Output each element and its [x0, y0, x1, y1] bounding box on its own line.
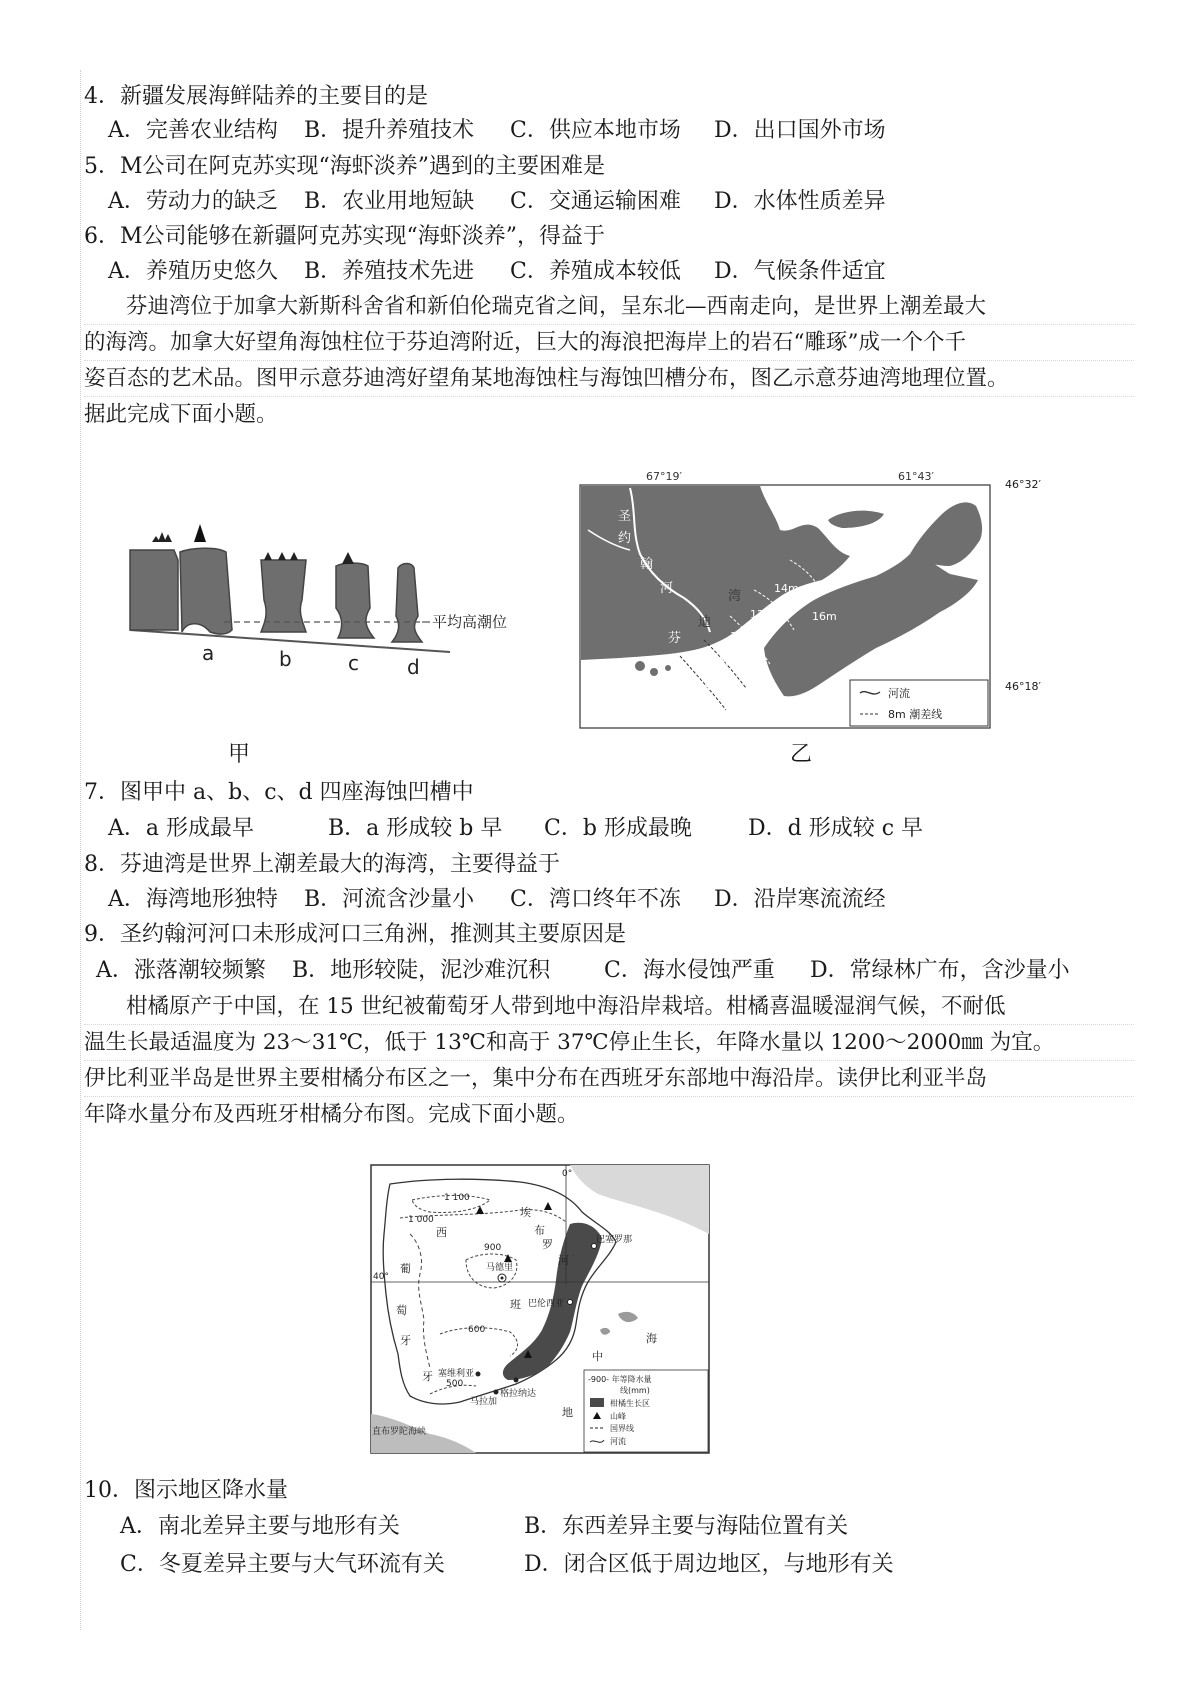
q9-option-b[interactable]: B．地形较陡，泥沙难沉积: [292, 958, 551, 983]
legend-river: 河流: [888, 687, 910, 700]
legend-tide-line: 8m 潮差线: [888, 708, 943, 721]
q4-option-b[interactable]: B．提升养殖技术: [304, 118, 475, 143]
q10-option-a[interactable]: A．南北差异主要与地形有关: [120, 1514, 400, 1539]
q5-option-c[interactable]: C．交通运输困难: [510, 189, 681, 214]
region-char: 萄: [396, 1304, 407, 1317]
q8-option-c[interactable]: C．湾口终年不冻: [510, 887, 681, 912]
strait-gibraltar: 直布罗陀海峡: [372, 1427, 427, 1437]
q4-option-a[interactable]: A．完善农业结构: [108, 118, 278, 143]
isohyet-1000: 1 000: [408, 1215, 434, 1225]
legend-isohyet-unit: 线(mm): [620, 1386, 650, 1395]
city-madrid: 马德里: [486, 1263, 514, 1273]
bay-char-3: 湾: [728, 589, 742, 604]
passage1-line-4: 据此完成下面小题。: [84, 402, 278, 427]
region-char: 班: [510, 1298, 521, 1311]
region-char: 中: [592, 1350, 603, 1363]
q6-option-c[interactable]: C．养殖成本较低: [510, 259, 681, 284]
legend-peak: 山峰: [610, 1412, 626, 1421]
q6-options: [108, 257, 886, 287]
q5-stem: 5．M公司在阿克苏实现“海虾淡养”遇到的主要困难是: [84, 154, 606, 179]
parallel-label: 40°: [373, 1272, 389, 1282]
divider: [84, 324, 1134, 325]
region-char: 海: [646, 1332, 657, 1345]
q10-option-c[interactable]: C．冬夏差异主要与大气环流有关: [120, 1552, 445, 1577]
river-char-4: 河: [660, 581, 674, 596]
figure-yi-map: [580, 470, 1000, 730]
city-malaga: 马拉加: [470, 1397, 498, 1407]
region-char: 罗: [542, 1238, 553, 1251]
figure-yi-caption: 乙: [790, 742, 813, 767]
divider: [84, 1060, 1134, 1061]
legend-border: 国界线: [610, 1424, 634, 1433]
q7-option-d[interactable]: D．d 形成较 c 早: [748, 816, 924, 841]
q8-options: [108, 885, 886, 915]
region-char: 地: [562, 1406, 573, 1419]
tide-16m: 16m: [812, 610, 837, 623]
figure-jia-sea-stacks: [130, 520, 508, 720]
q5-option-d[interactable]: D．水体性质差异: [714, 189, 886, 214]
passage1-line-2: 的海湾。加拿大好望角海蚀柱位于芬迫湾附近，巨大的海浪把海岸上的岩石“雕琢”成一个个千: [84, 330, 966, 355]
tide-8m: 8m: [710, 654, 728, 667]
lat-label-2: 46°18′: [1005, 680, 1041, 693]
region-char: 牙: [422, 1370, 433, 1383]
q7-option-a[interactable]: A．a 形成最早: [108, 816, 254, 841]
q9-stem: 9．圣约翰河河口未形成河口三角洲，推测其主要原因是: [84, 922, 626, 947]
region-char: 牙: [400, 1334, 411, 1347]
isohyet-900: 900: [484, 1243, 502, 1253]
q5-option-b[interactable]: B．农业用地短缺: [304, 189, 475, 214]
q10-option-d[interactable]: D．闭合区低于周边地区，与地形有关: [524, 1552, 894, 1577]
tide-14m: 14m: [774, 582, 799, 595]
river-char-3: 翰: [640, 557, 654, 572]
bay-char-1: 芬: [668, 631, 682, 646]
figure-iberia-map: [370, 1164, 710, 1454]
legend-citrus: 柑橘生长区: [610, 1399, 650, 1408]
figure-jia-caption: 甲: [228, 742, 251, 767]
bay-char-2: 迪: [698, 615, 712, 630]
q9-option-a[interactable]: A．涨落潮较频繁: [96, 958, 266, 983]
q7-option-b[interactable]: B．a 形成较 b 早: [328, 816, 503, 841]
q4-options: [108, 116, 886, 146]
legend-river: 河流: [610, 1437, 626, 1446]
meridian-label: 0°: [562, 1169, 573, 1179]
page-margin-line: [80, 70, 82, 1630]
passage1-line-3: 姿百态的艺术品。图甲示意芬迪湾好望角某地海蚀柱与海蚀凹槽分布，图乙示意芬迪湾地理位置。: [84, 366, 1009, 391]
passage2-line-1: 柑橘原产于中国，在 15 世纪被葡萄牙人带到地中海沿岸栽培。柑橘喜温暖湿润气候，不耐低: [126, 994, 1006, 1019]
q4-option-c[interactable]: C．供应本地市场: [510, 118, 681, 143]
passage1-line-1: 芬迪湾位于加拿大新斯科舍省和新伯伦瑞克省之间，呈东北—西南走向，是世界上潮差最大: [126, 294, 987, 319]
tide-10m: 10m: [730, 630, 755, 643]
region-char: 布: [534, 1224, 545, 1237]
tide-6m: 6m: [692, 682, 710, 695]
city-sevilla: 塞维利亚: [438, 1369, 475, 1379]
q10-option-b[interactable]: B．东西差异主要与海陆位置有关: [524, 1514, 849, 1539]
city-granada: 格拉纳达: [500, 1389, 537, 1399]
q9-option-c[interactable]: C．海水侵蚀严重: [604, 958, 775, 983]
divider: [84, 1096, 1134, 1097]
q9-options: [96, 956, 1070, 986]
divider: [84, 1024, 1134, 1025]
passage2-line-3: 伊比利亚半岛是世界主要柑橘分布区之一，集中分布在西班牙东部地中海沿岸。读伊比利亚半岛: [84, 1066, 988, 1091]
passage2-line-4: 年降水量分布及西班牙柑橘分布图。完成下面小题。: [84, 1102, 579, 1127]
lat-label-1: 46°32′: [1005, 478, 1041, 491]
notch-label-d: d: [407, 655, 420, 679]
q6-option-b[interactable]: B．养殖技术先进: [304, 259, 475, 284]
city-barcelona: 巴塞罗那: [596, 1235, 633, 1245]
q4-stem: 4．新疆发展海鲜陆养的主要目的是: [84, 84, 428, 109]
river-char-1: 圣: [618, 509, 632, 524]
tide-12m: 12m: [750, 608, 775, 621]
lon-label-1: 67°19′: [646, 470, 682, 483]
q5-option-a[interactable]: A．劳动力的缺乏: [108, 189, 278, 214]
q8-option-d[interactable]: D．沿岸寒流流经: [714, 887, 886, 912]
q8-option-b[interactable]: B．河流含沙量小: [304, 887, 475, 912]
q6-option-a[interactable]: A．养殖历史悠久: [108, 259, 278, 284]
lon-label-2: 61°43′: [898, 470, 934, 483]
tide-level-label: 平均高潮位: [432, 613, 508, 631]
notch-label-c: c: [348, 651, 359, 675]
isohyet-1100: 1 100: [444, 1193, 470, 1203]
divider: [84, 396, 1134, 397]
q7-options: [108, 814, 923, 844]
q6-option-d[interactable]: D．气候条件适宜: [714, 259, 886, 284]
q6-stem: 6．M公司能够在新疆阿克苏实现“海虾淡养”，得益于: [84, 224, 606, 249]
q7-stem: 7．图甲中 a、b、c、d 四座海蚀凹槽中: [84, 780, 474, 805]
legend-isohyet: -900- 年等降水量: [588, 1375, 652, 1384]
notch-label-b: b: [279, 647, 292, 671]
region-char: 西: [436, 1226, 447, 1239]
divider: [84, 360, 1134, 361]
city-valencia: 巴伦西亚: [528, 1299, 565, 1309]
region-char: 河: [558, 1254, 569, 1267]
notch-label-a: a: [202, 641, 215, 665]
region-char: 葡: [400, 1262, 411, 1275]
region-char: 埃: [520, 1206, 531, 1219]
q5-options: [108, 187, 886, 217]
passage2-line-2: 温生长最适温度为 23～31℃，低于 13℃和高于 37℃停止生长，年降水量以 1200～2000㎜ 为宜。: [84, 1030, 1055, 1055]
q9-option-d[interactable]: D．常绿林广布，含沙量小: [810, 958, 1070, 983]
isohyet-500: 500: [446, 1379, 464, 1389]
q4-option-d[interactable]: D．出口国外市场: [714, 118, 886, 143]
q7-option-c[interactable]: C．b 形成最晚: [544, 816, 692, 841]
q8-stem: 8．芬迪湾是世界上潮差最大的海湾，主要得益于: [84, 852, 560, 877]
river-char-2: 约: [618, 531, 632, 546]
q10-stem: 10．图示地区降水量: [84, 1478, 288, 1503]
isohyet-600: 600: [468, 1325, 486, 1335]
q8-option-a[interactable]: A．海湾地形独特: [108, 887, 278, 912]
